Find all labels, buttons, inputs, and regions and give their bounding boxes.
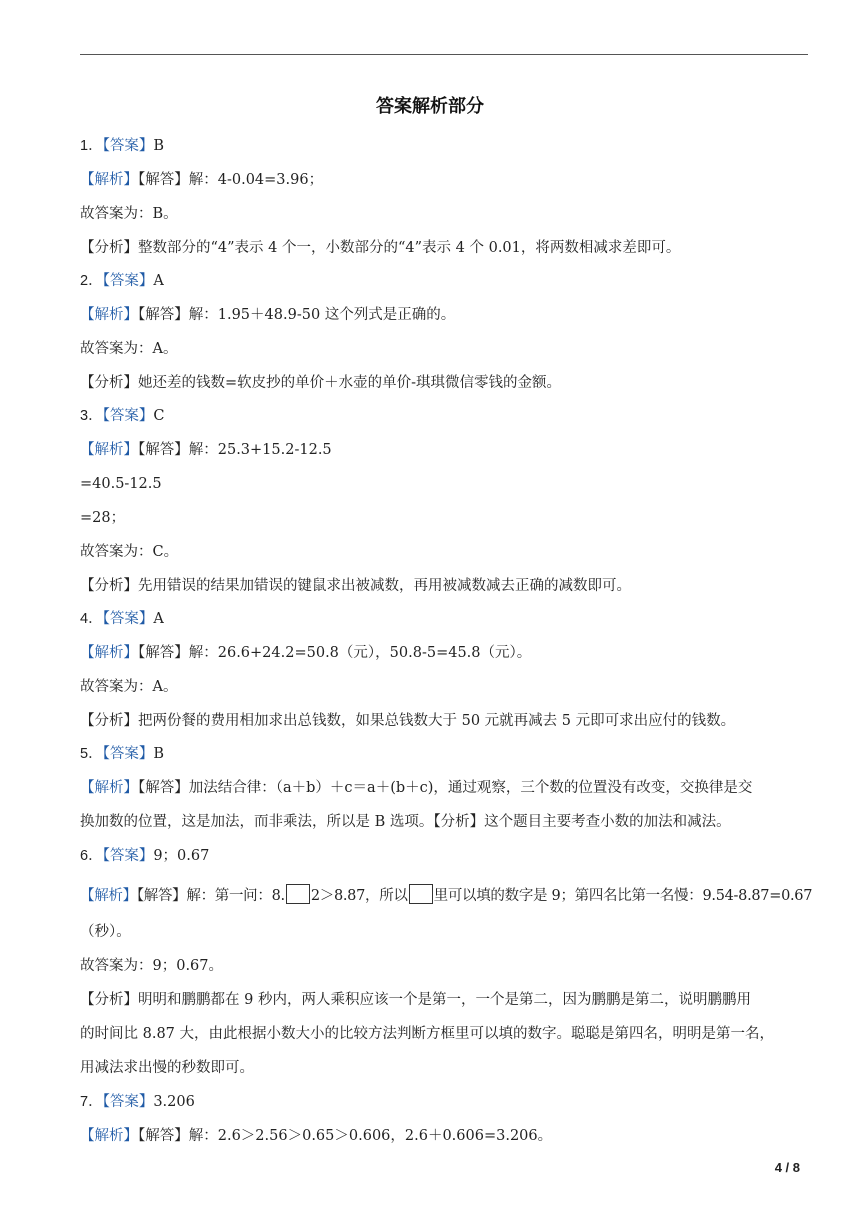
q1-analysis-line [80, 238, 808, 258]
page-number: 4 / 8 [774, 1160, 800, 1175]
q2-solution-line [80, 305, 808, 325]
solution-text: 加法结合律：（a＋b）＋c＝a＋(b＋c)，通过观察，三个数的位置没有改变，交换律是交 [188, 780, 753, 796]
analysis-tag: 【解析】 [80, 645, 138, 661]
solution-tag: 【解答】 [138, 442, 189, 458]
answer-value: B [153, 746, 164, 762]
blank-box [286, 884, 310, 904]
q3-step-2: =28； [80, 510, 126, 526]
q3-solution-line [80, 440, 808, 460]
question-number: 2． [80, 273, 103, 289]
answer-value: 9；0.67 [153, 848, 210, 864]
q4-analysis-line [80, 711, 808, 731]
q2-analysis-line [80, 373, 808, 393]
q3-answer-line [80, 406, 808, 426]
fenxi-tag: 【分析】 [80, 375, 138, 391]
answer-tag: 【答案】 [102, 848, 154, 864]
fenxi-text: 这个题目主要考查小数的加法和减法。 [484, 814, 731, 830]
solution-tag: 【解答】 [138, 307, 189, 323]
answer-tag: 【答案】 [102, 408, 154, 424]
q1-solution-line [80, 170, 808, 190]
solution-text: 解：26.6+24.2=50.8（元），50.8-5=45.8（元）。 [188, 645, 532, 661]
answer-tag: 【答案】 [102, 1094, 154, 1110]
q6-analysis-line-2: 的时间比 8.87 大，由此根据小数大小的比较方法判断方框里可以填的数字。聪聪是第四名，明明是第一名， [80, 1026, 774, 1042]
answer-value: 3.206 [153, 1094, 195, 1110]
question-number: 4． [80, 611, 103, 627]
solution-text: 解：第一问：8. [186, 888, 285, 904]
analysis-tag: 【解析】 [80, 780, 138, 796]
q6-solution-line-2: （秒）。 [80, 924, 131, 940]
fenxi-tag: 【分析】 [433, 814, 485, 830]
solution-text: 换加数的位置，这是加法，而非乘法，所以是 B 选项。 [80, 814, 434, 830]
answer-value: B [153, 138, 164, 154]
solution-text: 解：2.6＞2.56＞0.65＞0.606，2.6＋0.606=3.206。 [188, 1128, 553, 1144]
solution-text: 解：25.3+15.2-12.5 [188, 442, 332, 458]
q5-answer-line [80, 744, 808, 764]
answer-value: C [153, 408, 165, 424]
question-number: 3． [80, 408, 103, 424]
analysis-tag: 【解析】 [80, 888, 137, 904]
q4-answer-line [80, 609, 808, 629]
analysis-tag: 【解析】 [80, 172, 138, 188]
solution-tag: 【解答】 [138, 645, 189, 661]
answer-tag: 【答案】 [102, 273, 154, 289]
q1-answer-line [80, 136, 808, 156]
q3-analysis-line [80, 576, 808, 596]
answer-value: A [153, 611, 164, 627]
question-number: 6． [80, 848, 103, 864]
fenxi-text: 把两份餐的费用相加求出总钱数，如果总钱数大于 50 元就再减去 5 元即可求出应付的钱数。 [138, 713, 736, 729]
analysis-tag: 【解析】 [80, 442, 138, 458]
q3-conclusion: 故答案为：C。 [80, 544, 179, 560]
answer-tag: 【答案】 [102, 138, 154, 154]
q2-conclusion: 故答案为：A。 [80, 341, 178, 357]
solution-text: 解：1.95＋48.9-50 这个列式是正确的。 [188, 307, 456, 323]
q6-analysis-line-3: 用减法求出慢的秒数即可。 [80, 1060, 254, 1076]
blank-box [409, 884, 433, 904]
answer-value: A [153, 273, 164, 289]
question-number: 1． [80, 138, 103, 154]
header-rule [80, 54, 808, 55]
solution-text: 里可以填的数字是 9；第四名比第一名慢：9.54-8.87=0.67 [433, 888, 813, 904]
q4-solution-line [80, 643, 808, 663]
q7-solution-line [80, 1126, 808, 1146]
fenxi-text: 她还差的钱数=软皮抄的单价＋水壶的单价-琪琪微信零钱的金额。 [138, 375, 562, 391]
q3-step-1: =40.5-12.5 [80, 476, 162, 492]
answer-tag: 【答案】 [102, 611, 154, 627]
q4-conclusion: 故答案为：A。 [80, 679, 178, 695]
q6-solution-line [80, 884, 813, 906]
page-title: 答案解析部分 [376, 96, 484, 117]
analysis-tag: 【解析】 [80, 307, 138, 323]
fenxi-tag: 【分析】 [80, 713, 138, 729]
fenxi-text: 明明和鹏鹏都在 9 秒内，两人乘积应该一个是第一，一个是第二，因为鹏鹏是第二，说明鹏鹏用 [138, 992, 751, 1008]
question-number: 5． [80, 746, 103, 762]
solution-text: 解：4-0.04=3.96； [188, 172, 324, 188]
fenxi-text: 先用错误的结果加错误的键鼠求出被减数，再用被减数减去正确的减数即可。 [138, 578, 631, 594]
q6-answer-line [80, 846, 808, 866]
fenxi-tag: 【分析】 [80, 240, 138, 256]
solution-tag: 【解答】 [138, 172, 189, 188]
q1-conclusion: 故答案为：B。 [80, 206, 178, 222]
analysis-tag: 【解析】 [80, 1128, 138, 1144]
solution-tag: 【解答】 [138, 1128, 189, 1144]
answer-tag: 【答案】 [102, 746, 154, 762]
fenxi-tag: 【分析】 [80, 992, 138, 1008]
solution-text: 2＞8.87，所以 [310, 888, 408, 904]
q2-answer-line [80, 271, 808, 291]
solution-tag: 【解答】 [138, 780, 189, 796]
q5-solution-line-2 [80, 812, 808, 832]
fenxi-text: 整数部分的“4”表示 4 个一，小数部分的“4”表示 4 个 0.01，将两数相减求差即可。 [138, 240, 681, 256]
solution-tag: 【解答】 [136, 888, 187, 904]
question-number: 7． [80, 1094, 103, 1110]
q5-solution-line [80, 778, 808, 798]
q7-answer-line [80, 1092, 808, 1112]
fenxi-tag: 【分析】 [80, 578, 138, 594]
q6-analysis-line [80, 990, 808, 1010]
q6-conclusion: 故答案为：9；0.67。 [80, 958, 224, 974]
